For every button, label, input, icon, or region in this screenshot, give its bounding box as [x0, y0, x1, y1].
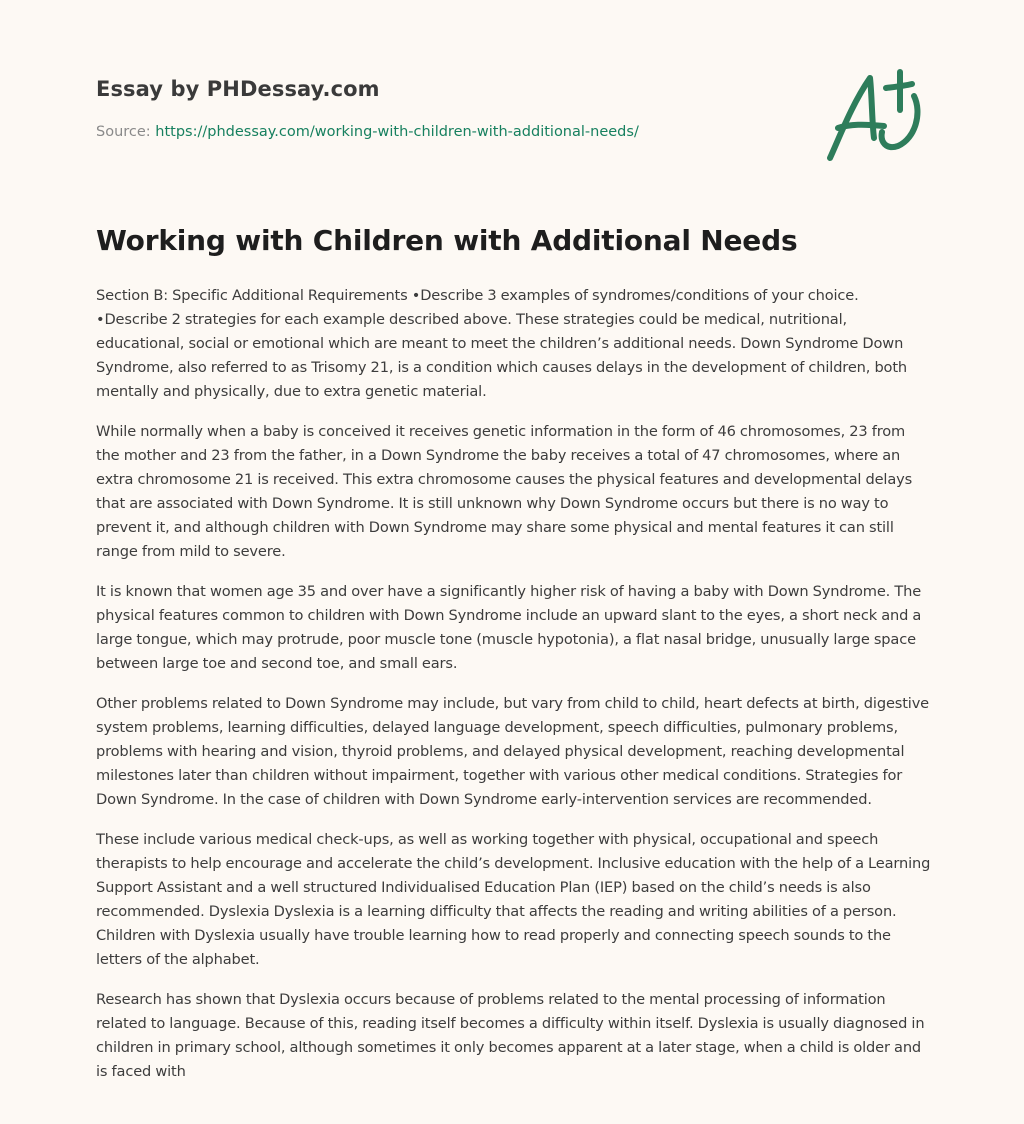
- essay-paragraph: It is known that women age 35 and over have a significantly higher risk of having a baby with Down Syndrome. The physical features common to children with Down Syndrome include an upward slant to the eyes, a short neck and a large tongue, which may protrude, poor muscle tone (muscle hypotonia), a flat nasal bridge, unusually large space between large toe and second toe, and small ears.: [96, 583, 922, 672]
- essay-paragraph: Section B: Specific Additional Requirements •Describe 3 examples of syndromes/conditions of your choice. •Describe 2 strategies for each example described above. These strategies could be medical, nutritional, educational, social or emotional which are meant to meet the children’s additional needs. Down Syndrome Down Syndrome, also referred to as Trisomy 21, is a condition which causes delays in the development of children, both mentally and physically, due to extra genetic material.: [96, 287, 908, 400]
- brand-title: Essay by PHDessay.com: [96, 77, 380, 101]
- essay-body: [96, 284, 932, 1100]
- source-link[interactable]: https://phdessay.com/working-with-children-with-additional-needs/: [155, 124, 639, 140]
- essay-paragraph: Research has shown that Dyslexia occurs because of problems related to the mental processing of information related to language. Because of this, reading itself becomes a difficulty within itself. Dyslexia is usually diagnosed in children in primary school, although sometimes it only becomes apparent at a later stage, when a child is older and is faced with: [96, 991, 925, 1080]
- essay-paragraph: Other problems related to Down Syndrome may include, but vary from child to child, heart defects at birth, digestive system problems, learning difficulties, delayed language development, speech difficulties, pulmonary problems, problems with hearing and vision, thyroid problems, and delayed physical development, reaching developmental milestones later than children without impairment, together with various other medical conditions. Strategies for Down Syndrome. In the case of children with Down Syndrome early-intervention services are recommended.: [96, 695, 930, 808]
- source-label: Source:: [96, 124, 156, 140]
- essay-paragraph: These include various medical check-ups, as well as working together with physical, occupational and speech therapists to help encourage and accelerate the child’s development. Inclusive education with the help of a Learning Support Assistant and a well structured Individualised Education Plan (IEP) based on the child’s needs is also recommended. Dyslexia Dyslexia is a learning difficulty that affects the reading and writing abilities of a person. Children with Dyslexia usually have trouble learning how to read properly and connecting speech sounds to the letters of the alphabet.: [96, 831, 931, 968]
- essay-paragraph: While normally when a baby is conceived it receives genetic information in the form of 46 chromosomes, 23 from the mother and 23 from the father, in a Down Syndrome the baby receives a total of 47 chromosomes, where an extra chromosome 21 is received. This extra chromosome causes the physical features and developmental delays that are associated with Down Syndrome. It is still unknown why Down Syndrome occurs but there is no way to prevent it, and although children with Down Syndrome may share some physical and mental features it can still range from mild to severe.: [96, 423, 913, 560]
- page-header: [96, 0, 928, 200]
- essay-title: Working with Children with Additional Needs: [96, 224, 798, 257]
- a-plus-grade-icon: [824, 66, 928, 166]
- source-line: [96, 124, 639, 140]
